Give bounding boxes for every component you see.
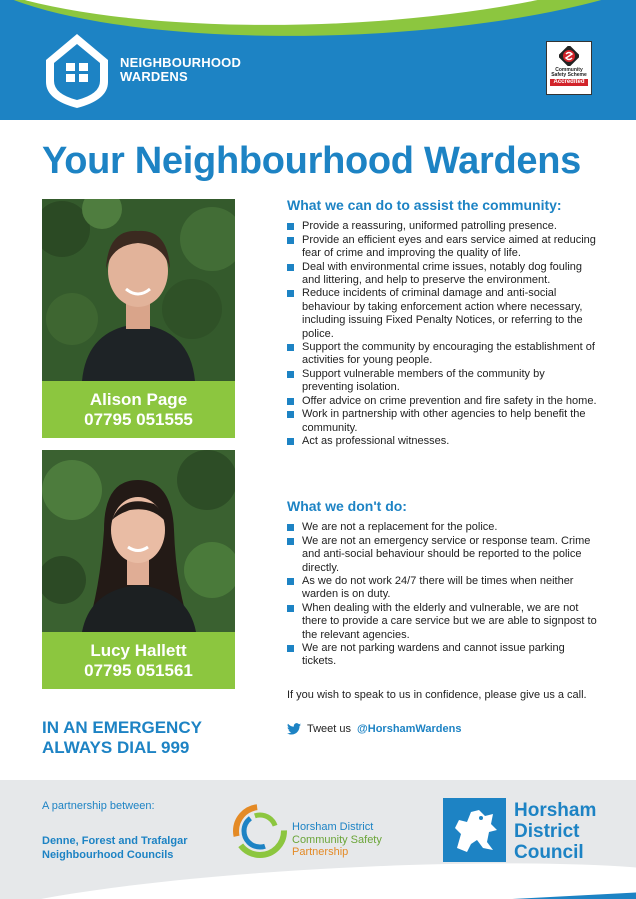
hdc-line-2: District [514,821,580,842]
tweet-prefix: Tweet us [307,723,352,735]
csp-line-3: Partnership [292,846,349,858]
csp-line-1: Horsham District [292,821,374,833]
dont-do-heading: What we don't do: [287,498,407,514]
list-item-text: Provide a reassuring, uniformed patrolling presence. [302,220,557,233]
list-item-text: We are not parking wardens and cannot issue parking tickets. [302,642,565,668]
warden-photo-illustration [42,450,235,632]
list-item [287,234,597,261]
bullet-square-icon [287,411,294,418]
emergency-line-2: ALWAYS DIAL 999 [42,738,190,757]
warden-card [42,450,235,689]
hdc-crest-icon [443,798,506,862]
bullet-square-icon [287,264,294,271]
csp-line-2: Community Safety [292,833,382,846]
list-item [287,602,597,642]
hdc-line-1: Horsham [514,800,597,821]
list-item [287,535,597,575]
csas-accredited-badge [546,41,592,95]
list-item [287,261,597,288]
list-item-text: Support vulnerable members of the community by preventing isolation. [302,367,545,394]
badge-line-3: Accredited [550,79,588,86]
warden-name: Alison Page [89,390,188,409]
bullet-square-icon [287,538,294,545]
warden-phone: 07795 051561 [84,661,193,680]
csp-logo-icon [226,798,296,864]
badge-line-2: Safety Scheme [551,72,587,78]
list-item-text: Reduce incidents of criminal damage and anti-social behaviour by taking enforcement action where necessary, including issuing Fixed Penalty Notices, or referring to the police. [302,287,583,340]
can-do-section [287,199,597,448]
warden-namebox [42,632,235,689]
list-item [287,575,597,602]
list-item [287,341,597,368]
list-item-text: We are not an emergency service or response team. Crime and anti-social behaviour should be reported to the police directly. [302,534,591,574]
list-item-text: Provide an efficient eyes and ears service aimed at reducing fear of crime and improving the quality of life. [302,233,596,260]
list-item [287,220,597,233]
bullet-square-icon [287,237,294,244]
councils-line-1: Denne, Forest and Trafalgar [42,835,188,847]
bullet-square-icon [287,290,294,297]
bullet-square-icon [287,605,294,612]
twitter-handle[interactable]: @HorshamWardens [357,723,462,735]
warden-photo [42,450,235,632]
list-item [287,435,597,448]
logo-wordmark [120,56,241,84]
contact-note: If you wish to speak to us in confidence, please give us a call. [287,689,587,701]
list-item-text: Deal with environmental crime issues, notably dog fouling and littering, and help to preserve the environment. [302,260,583,287]
warden-phone: 07795 051555 [84,410,193,429]
list-item-text: When dealing with the elderly and vulnerable, we are not there to provide a care service but we are able to signpost to the relevant agencies. [302,601,597,641]
warden-namebox [42,381,235,438]
dont-do-list [287,521,597,668]
logo-line-2: WARDENS [120,69,188,84]
footer [0,780,636,899]
list-item-text: Work in partnership with other agencies to help benefit the community. [302,408,586,434]
list-item [287,642,597,669]
list-item [287,521,597,534]
hdc-wordmark [514,800,596,863]
list-item-text: Support the community by encouraging the establishment of activities for young people. [302,341,595,367]
list-item-text: As we do not work 24/7 there will be times when neither warden is on duty. [302,575,574,601]
list-item-text: Offer advice on crime prevention and fire safety in the home. [302,394,597,407]
hdc-line-3: Council [514,842,584,863]
bullet-square-icon [287,223,294,230]
emergency-notice [42,718,202,758]
twitter-link[interactable] [287,723,461,735]
bullet-square-icon [287,438,294,445]
bullet-square-icon [287,371,294,378]
csas-mark-icon [559,46,579,66]
warden-card [42,199,235,438]
warden-photo [42,199,235,381]
bullet-square-icon [287,524,294,531]
councils-line-2: Neighbourhood Councils [42,849,174,861]
partner-councils [42,834,187,862]
bullet-square-icon [287,645,294,652]
list-item [287,408,597,435]
page-title: Your Neighbourhood Wardens [42,140,581,182]
csp-wordmark [292,821,382,859]
bullet-square-icon [287,344,294,351]
header-banner [0,0,636,120]
house-shield-icon [42,30,112,110]
twitter-bird-icon [287,723,301,735]
list-item-text: We are not a replacement for the police. [302,521,498,534]
warden-name: Lucy Hallett [90,641,187,660]
logo-line-1: NEIGHBOURHOOD [120,55,242,70]
list-item-text: Act as professional witnesses. [302,434,450,447]
dont-do-section [287,500,597,669]
list-item [287,395,597,408]
bullet-square-icon [287,578,294,585]
badge-line-1: Community [555,67,583,73]
warden-photo-illustration [42,199,235,381]
emergency-line-1: IN AN EMERGENCY [42,718,202,737]
can-do-list [287,220,597,448]
list-item [287,287,597,341]
partnership-label: A partnership between: [42,800,155,812]
bullet-square-icon [287,398,294,405]
list-item [287,368,597,395]
can-do-heading: What we can do to assist the community: [287,197,562,213]
